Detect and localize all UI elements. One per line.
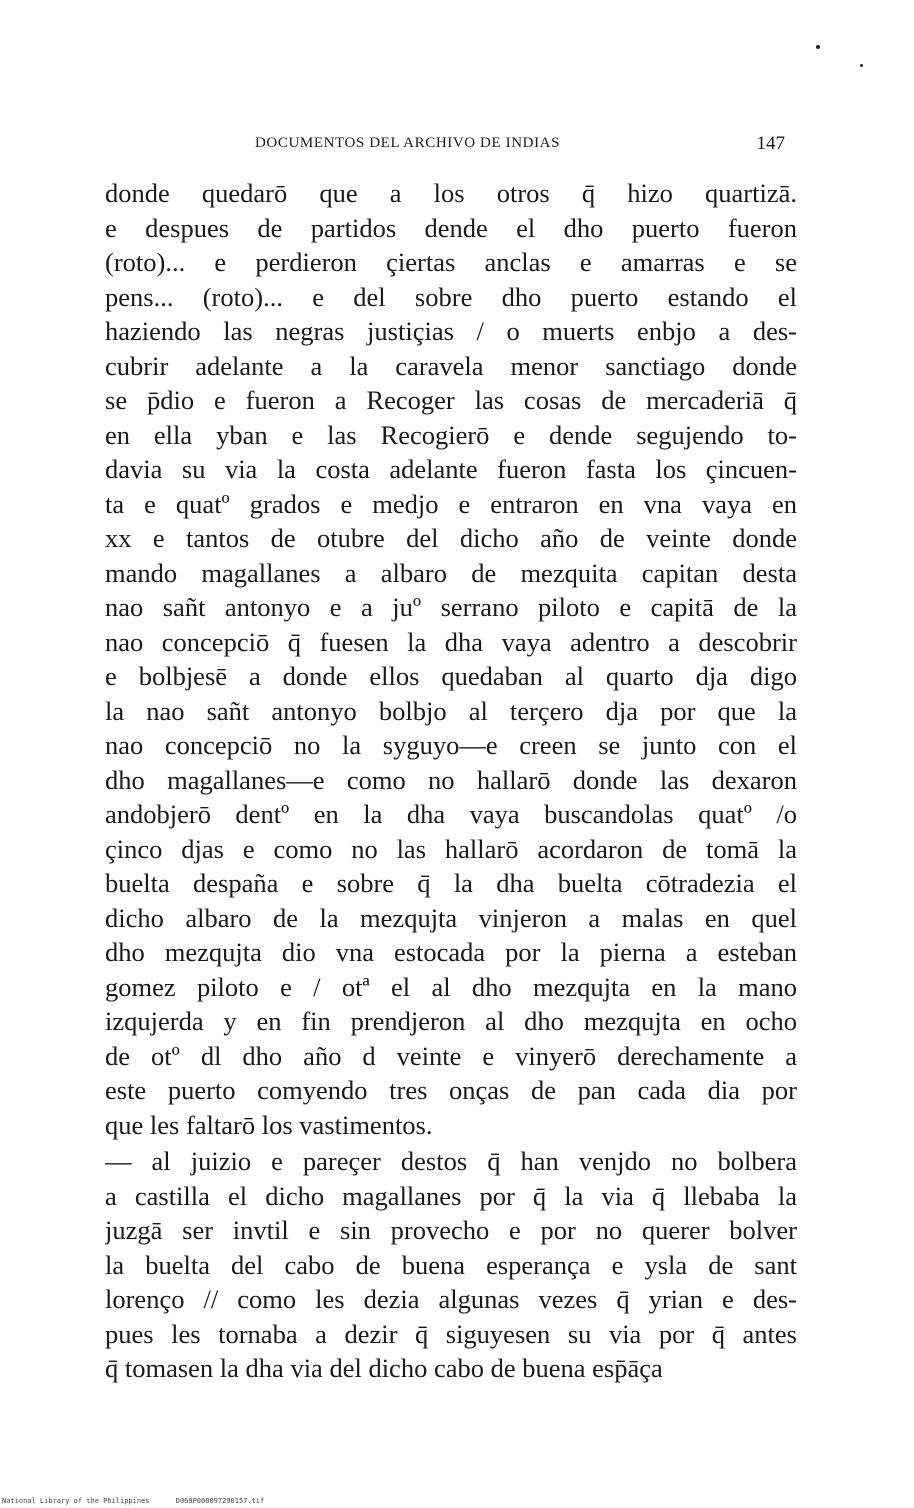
running-head [105,135,795,159]
text-line: en ella yban e las Recogierō e dende segujendo to- [105,419,797,450]
text-line: la nao sañt antonyo bolbjo al terçero dja por que la [105,695,797,726]
text-line: pens... (roto)... e del sobre dho puerto estando el [105,281,797,312]
text-line: davia su via la costa adelante fueron fasta los çincuen- [105,454,797,484]
text-line: dho magallanes—e como no hallarō donde las dexaron [105,764,797,795]
running-head-title: DOCUMENTOS DEL ARCHIVO DE INDIAS [255,135,561,151]
text-line: q̄ tomasen la dha via del dicho cabo de buena esp̄āça [105,1353,663,1383]
text-line: dicho albaro de la mezqujta vinjeron a malas en quel [105,902,797,933]
text-line: cubrir adelante a la caravela menor sanctiago donde [105,350,797,381]
text-line: (roto)... e perdieron çiertas anclas e amarras e se [105,247,797,277]
text-line: a castilla el dicho magallanes por q̄ la via q̄ llebaba la [105,1180,797,1211]
text-line: çinco djas e como no las hallarō acordaron de tomā la [105,833,797,864]
text-line: ta e quatº grados e medjo e entraron en vna vaya en [105,488,797,519]
text-line: — al juizio e pareçer destos q̄ han venjdo no bolbera [105,1146,797,1176]
text-line: este puerto comyendo tres onças de pan cada dia por [105,1075,797,1105]
body-text [105,176,797,1386]
text-line: buelta despaña e sobre q̄ la dha buelta cōtradezia el [105,868,797,898]
scan-footer [2,1497,286,1505]
text-line: de otº dl dho año d veinte e vinyerō derechamente a [105,1040,797,1071]
text-line: nao concepciō no la syguyo—e creen se junto con el [105,730,797,760]
text-line: se p̄dio e fueron a Recoger las cosas de mercaderiā q̄ [105,385,797,415]
text-line: dho mezqujta dio vna estocada por la pierna a esteban [105,937,797,967]
scan-speck [816,45,820,49]
page-number: 147 [756,133,785,154]
text-line: xx e tantos de otubre del dicho año de veinte donde [105,523,797,553]
text-line: pues les tornaba a dezir q̄ siguyesen su via por q̄ antes [105,1318,797,1349]
text-line: mando magallanes a albaro de mezquita capitan desta [105,557,797,588]
scan-speck [860,64,863,67]
text-line: andobjerō dentº en la dha vaya buscandolas quatº /o [105,799,797,829]
text-line: lorenço // como les dezia algunas vezes q̄ yrian e des- [105,1284,797,1314]
text-line: nao sañt antonyo e a juº serrano piloto e capitā de la [105,592,797,622]
text-line: izqujerda y en fin prendjeron al dho mezqujta en ocho [105,1006,797,1036]
text-line: haziendo las negras justiçias / o muerts enbjo a des- [105,316,797,346]
text-line: e bolbjesē a donde ellos quedaban al quarto dja digo [105,661,797,691]
text-line: la buelta del cabo de buena esperança e ysla de sant [105,1249,797,1280]
text-line: que les faltarō los vastimentos. [105,1109,433,1140]
footer-library: National Library of the Philippines [2,1497,150,1505]
text-line: donde quedarō que a los otros q̄ hizo quartizā. [105,178,797,208]
text-line: nao concepciō q̄ fuesen la dha vaya adentro a descobrir [105,626,797,657]
text-line: juzgā ser invtil e sin provecho e por no querer bolver [105,1215,797,1245]
text-line: gomez piloto e / otª el al dho mezqujta en la mano [105,971,797,1002]
text-line: e despues de partidos dende el dho puerto fueron [105,212,797,243]
footer-file: D069P000097290157.tif [175,1497,265,1505]
